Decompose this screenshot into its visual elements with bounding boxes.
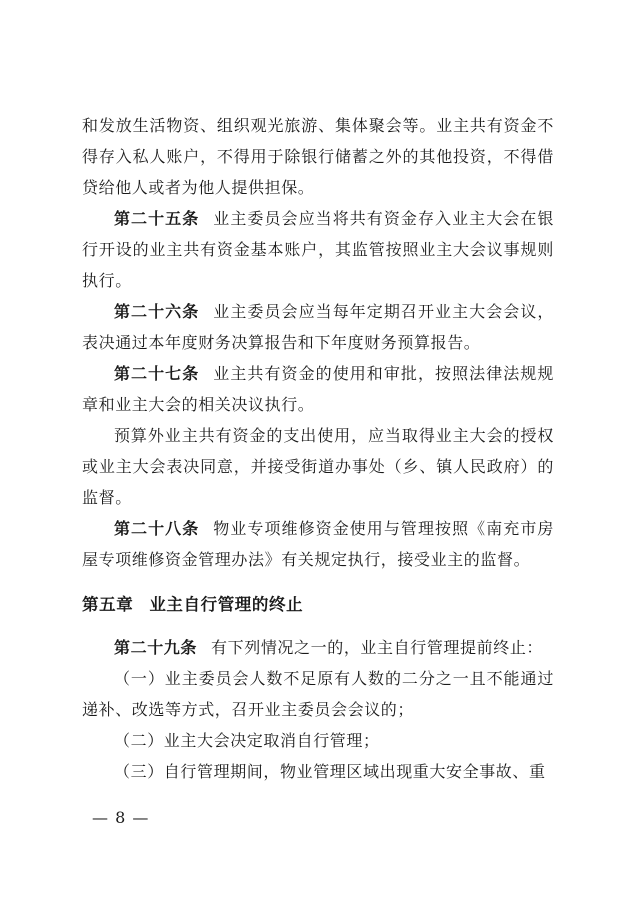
article-26 [82,296,554,358]
article-27-paragraph-2 [82,420,554,513]
paragraph-continued [82,110,554,203]
article-25 [82,203,554,296]
article-text: 物业专项维修资金使用与管理按照《南充市房屋专项维修资金管理办法》有关规定执行，接受业主的监督。 [82,519,554,569]
chapter-title: 业主自行管理的终止 [149,595,304,614]
body-text [82,110,554,787]
article-number: 第二十五条 [114,209,200,228]
article-29-item-1 [82,663,554,725]
article-number: 第二十九条 [114,638,198,657]
article-number: 第二十六条 [114,302,200,321]
article-29-item-2 [82,725,554,756]
chapter-heading [82,589,554,620]
article-number: 第二十七条 [114,364,200,383]
article-text: 有下列情况之一的，业主自行管理提前终止： [211,638,544,657]
article-text: 业主委员会应当将共有资金存入业主大会在银行开设的业主共有资金基本账户，其监管按照业主大会议事规则执行。 [82,209,554,290]
chapter-number: 第五章 [82,595,134,614]
article-28 [82,513,554,575]
page-number: — 8 — [92,808,150,827]
paragraph-text: 预算外业主共有资金的支出使用，应当取得业主大会的授权或业主大会表决同意，并接受街道办事处（乡、镇人民政府）的监督。 [82,426,554,507]
article-29-item-3 [82,756,554,787]
article-29 [82,632,554,663]
article-number: 第二十八条 [114,519,200,538]
article-text: 业主共有资金的使用和审批，按照法律法规规章和业主大会的相关决议执行。 [82,364,554,414]
paragraph-text: 和发放生活物资、组织观光旅游、集体聚会等。业主共有资金不得存入私人账户，不得用于除银行储蓄之外的其他投资，不得借贷给他人或者为他人提供担保。 [82,116,554,197]
list-item-text: （一）业主委员会人数不足原有人数的二分之一且不能通过递补、改选等方式，召开业主委员会会议的； [82,669,554,719]
article-27 [82,358,554,420]
list-item-text: （二）业主大会决定取消自行管理； [114,731,380,750]
article-text: 业主委员会应当每年定期召开业主大会会议，表决通过本年度财务决算报告和下年度财务预算报告。 [82,302,554,352]
list-item-text: （三）自行管理期间，物业管理区域出现重大安全事故、重 [114,762,546,781]
